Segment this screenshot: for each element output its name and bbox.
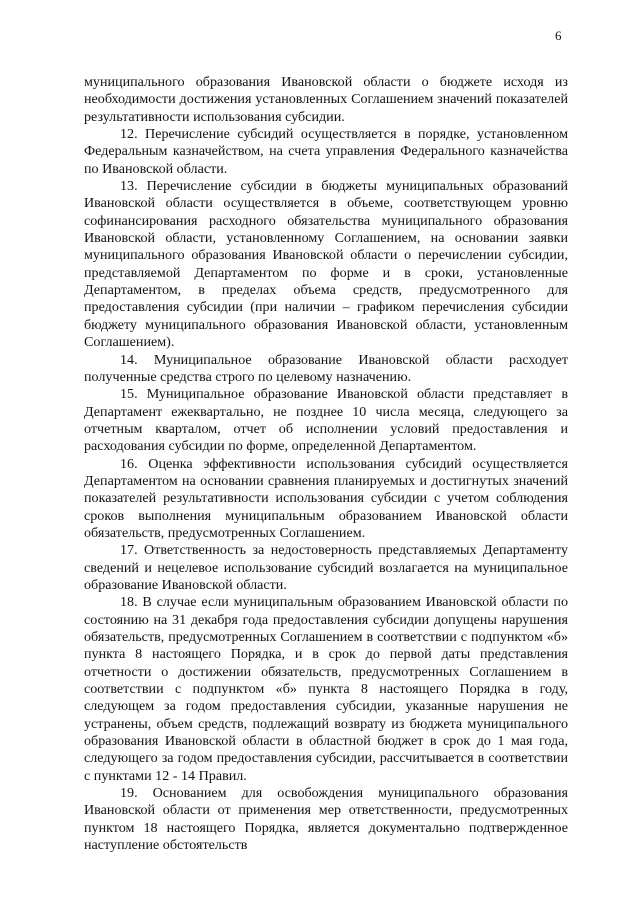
paragraph-18: 18. В случае если муниципальным образованием Ивановской области по состоянию на 31 декабря года предоставления субсидии допущены нарушения обязательств, предусмотренных Соглашением в соответствии с подпунктом «б» пункта 8 настоящего Порядка, и в срок до первой даты представления отчетности о достижении обязательств, предусмотренных Соглашением в соответствии с подпунктом «б» пункта 8 настоящего Порядка в году, следующем за годом предоставления субсидии, указанные нарушения не устранены, объем средств, подлежащий возврату из бюджета муниципального образования Ивановской области в областной бюджет в срок до 1 мая года, следующего за годом предоставления субсидии, рассчитывается в соответствии с пунктами 12 - 14 Правил. [84,594,568,784]
paragraph-15: 15. Муниципальное образование Ивановской области представляет в Департамент ежеквартально, не позднее 10 числа месяца, следующего за отчетным кварталом, отчет об исполнении условий предоставления и расходования субсидии по форме, определенной Департаментом. [84,386,568,455]
paragraph-16: 16. Оценка эффективности использования субсидий осуществляется Департаментом на основании сравнения планируемых и достигнутых значений показателей результативности использования субсидии с учетом соблюдения сроков выполнения муниципальным образованием Ивановской области обязательств, предусмотренных Соглашением. [84,455,568,541]
paragraph-12: 12. Перечисление субсидий осуществляется в порядке, установленном Федеральным казначейством, на счета управления Федерального казначейства по Ивановской области. [84,126,568,177]
document-body [84,74,568,854]
paragraph-14: 14. Муниципальное образование Ивановской области расходует полученные средства строго по целевому назначению. [84,351,568,385]
page-number: 6 [555,28,562,43]
paragraph-13: 13. Перечисление субсидии в бюджеты муниципальных образований Ивановской области осуществляется в объеме, соответствующем уровню софинансирования расходного обязательства муниципального образования Ивановской области, установленному Соглашением, на основании заявки муниципального образования Ивановской области о перечислении субсидии, представляемой Департаментом по форме и в сроки, установленные Департаментом, в пределах объема средств, предусмотренного для предоставления субсидии (при наличии – графиком перечисления субсидии бюджету муниципального образования Ивановской области, установленным Соглашением). [84,178,568,351]
paragraph-19: 19. Основанием для освобождения муниципального образования Ивановской области от применения мер ответственности, предусмотренных пунктом 18 настоящего Порядка, является документально подтвержденное наступление обстоятельств [84,785,568,854]
paragraph-17: 17. Ответственность за недостоверность представляемых Департаменту сведений и нецелевое использование субсидий возлагается на муниципальное образование Ивановской области. [84,542,568,593]
paragraph-continuation: муниципального образования Ивановской области о бюджете исходя из необходимости достижения установленных Соглашением значений показателей результативности использования субсидии. [84,74,568,125]
